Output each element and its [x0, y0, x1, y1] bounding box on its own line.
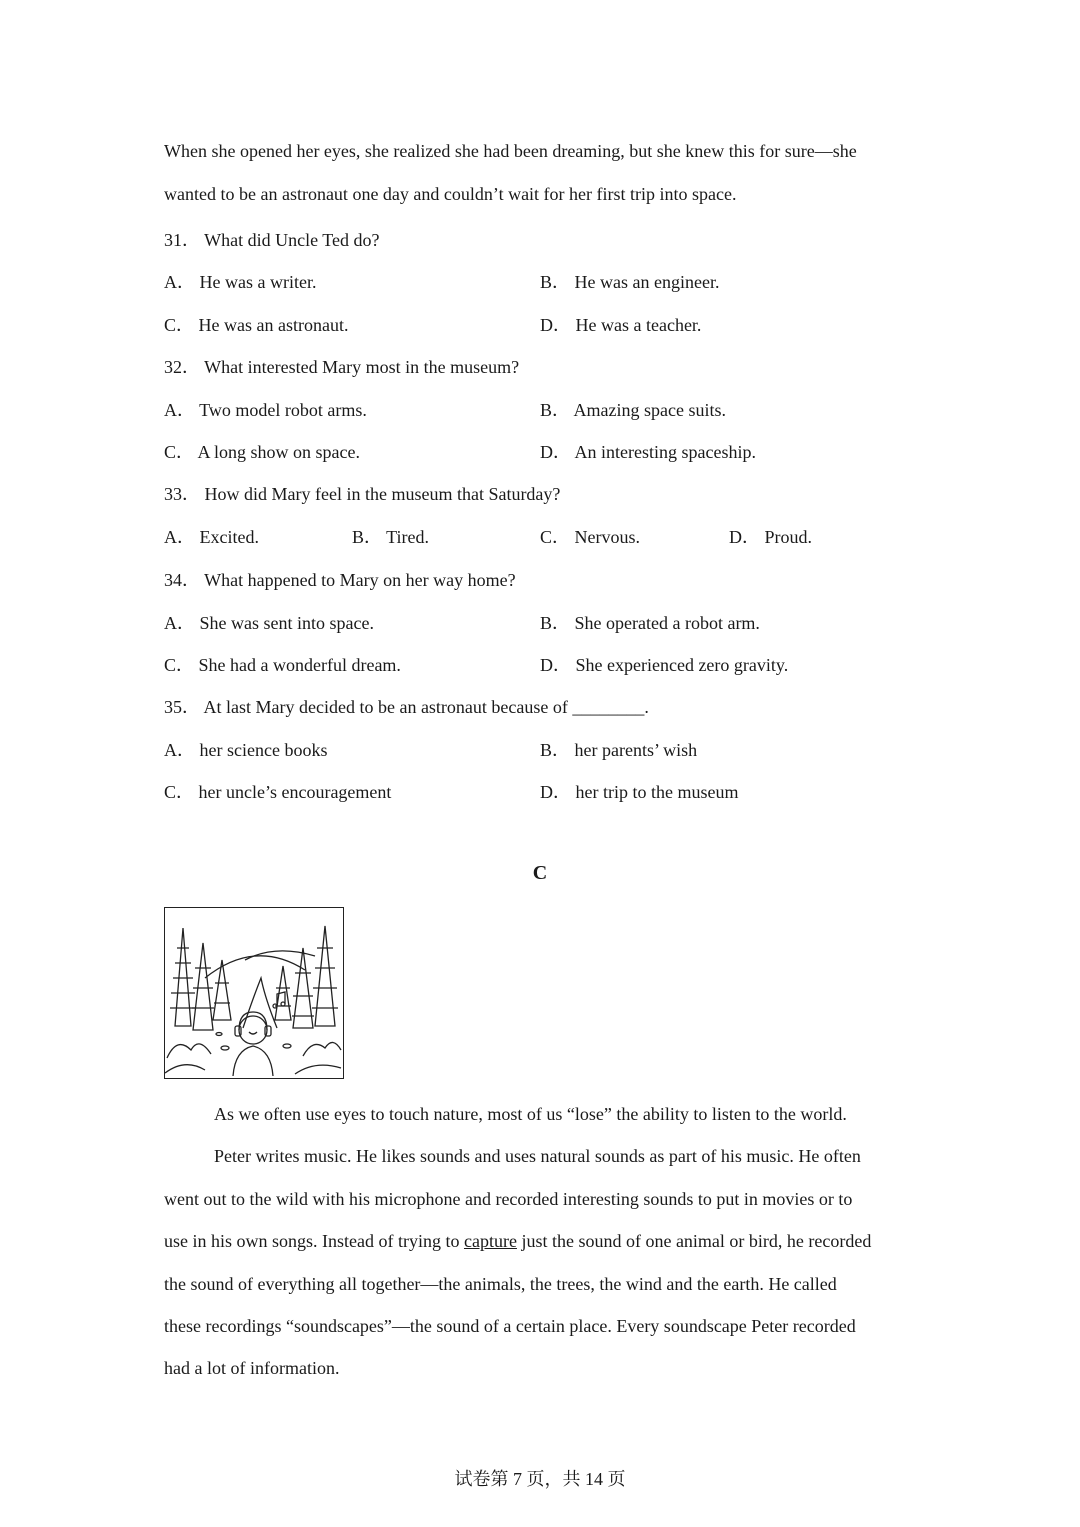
forest-listening-illustration [164, 907, 344, 1079]
passage-c-paragraph-1: As we often use eyes to touch nature, most of us “lose” the ability to listen to the world. [214, 1104, 847, 1124]
passage-c-paragraph-2-line-5: these recordings “soundscapes”—the sound of a certain place. Every soundscape Peter recorded [164, 1316, 856, 1336]
line-3-text-b: just the sound of one animal or bird, he recorded [516, 1231, 872, 1251]
question-32-option-a: A． Two model robot arms. [164, 400, 367, 420]
question-34-option-c: C． She had a wonderful dream. [164, 655, 401, 675]
underlined-word-capture: capture [463, 1231, 517, 1251]
line-3-text-a: use in his own songs. Instead of trying to [164, 1231, 464, 1251]
passage-c-paragraph-2-line-3 [164, 1231, 871, 1252]
question-32-option-d: D． An interesting spaceship. [540, 442, 756, 462]
intro-line-1: When she opened her eyes, she realized she had been dreaming, but she knew this for sure—she [164, 141, 857, 161]
question-31-option-a: A． He was a writer. [164, 272, 317, 292]
page-footer: 试卷第 7 页，共 14 页 [454, 1469, 626, 1489]
question-32-option-b: B． Amazing space suits. [540, 400, 726, 420]
question-35-option-d: D． her trip to the museum [540, 782, 739, 802]
section-heading: C [532, 862, 548, 884]
question-34-option-d: D． She experienced zero gravity. [540, 655, 789, 675]
question-33-option-a: A． Excited. [164, 527, 259, 547]
question-31-option-d: D． He was a teacher. [540, 315, 702, 335]
passage-c-paragraph-2-line-4: the sound of everything all together—the animals, the trees, the wind and the earth. He called [164, 1274, 837, 1294]
passage-c-paragraph-2-line-1: Peter writes music. He likes sounds and uses natural sounds as part of his music. He often [214, 1146, 861, 1166]
question-35-option-b: B． her parents’ wish [540, 740, 698, 760]
passage-c-paragraph-2-line-6: had a lot of information. [164, 1358, 340, 1378]
intro-line-2: wanted to be an astronaut one day and couldn’t wait for her first trip into space. [164, 184, 737, 204]
question-34-option-a: A． She was sent into space. [164, 613, 374, 633]
question-35-option-a: A． her science books [164, 740, 328, 760]
question-34-option-b: B． She operated a robot arm. [540, 613, 760, 633]
question-33-option-b: B． Tired. [352, 527, 430, 547]
question-33-option-d: D． Proud. [729, 527, 813, 547]
question-31-option-b: B． He was an engineer. [540, 272, 720, 292]
forest-illustration-svg [165, 908, 342, 1077]
question-32-stem: 32． What interested Mary most in the museum? [164, 357, 520, 377]
question-34-stem: 34． What happened to Mary on her way home? [164, 570, 516, 590]
question-35-option-c: C． her uncle’s encouragement [164, 782, 392, 802]
question-31-stem: 31． What did Uncle Ted do? [164, 230, 380, 250]
question-33-stem: 33． How did Mary feel in the museum that Saturday? [164, 484, 561, 504]
question-33-option-c: C． Nervous. [540, 527, 640, 547]
passage-c-paragraph-2-line-2: went out to the wild with his microphone and recorded interesting sounds to put in movies or to [164, 1189, 853, 1209]
question-32-option-c: C． A long show on space. [164, 442, 360, 462]
question-31-option-c: C． He was an astronaut. [164, 315, 349, 335]
question-35-stem: 35． At last Mary decided to be an astronaut because of ________. [164, 697, 649, 717]
